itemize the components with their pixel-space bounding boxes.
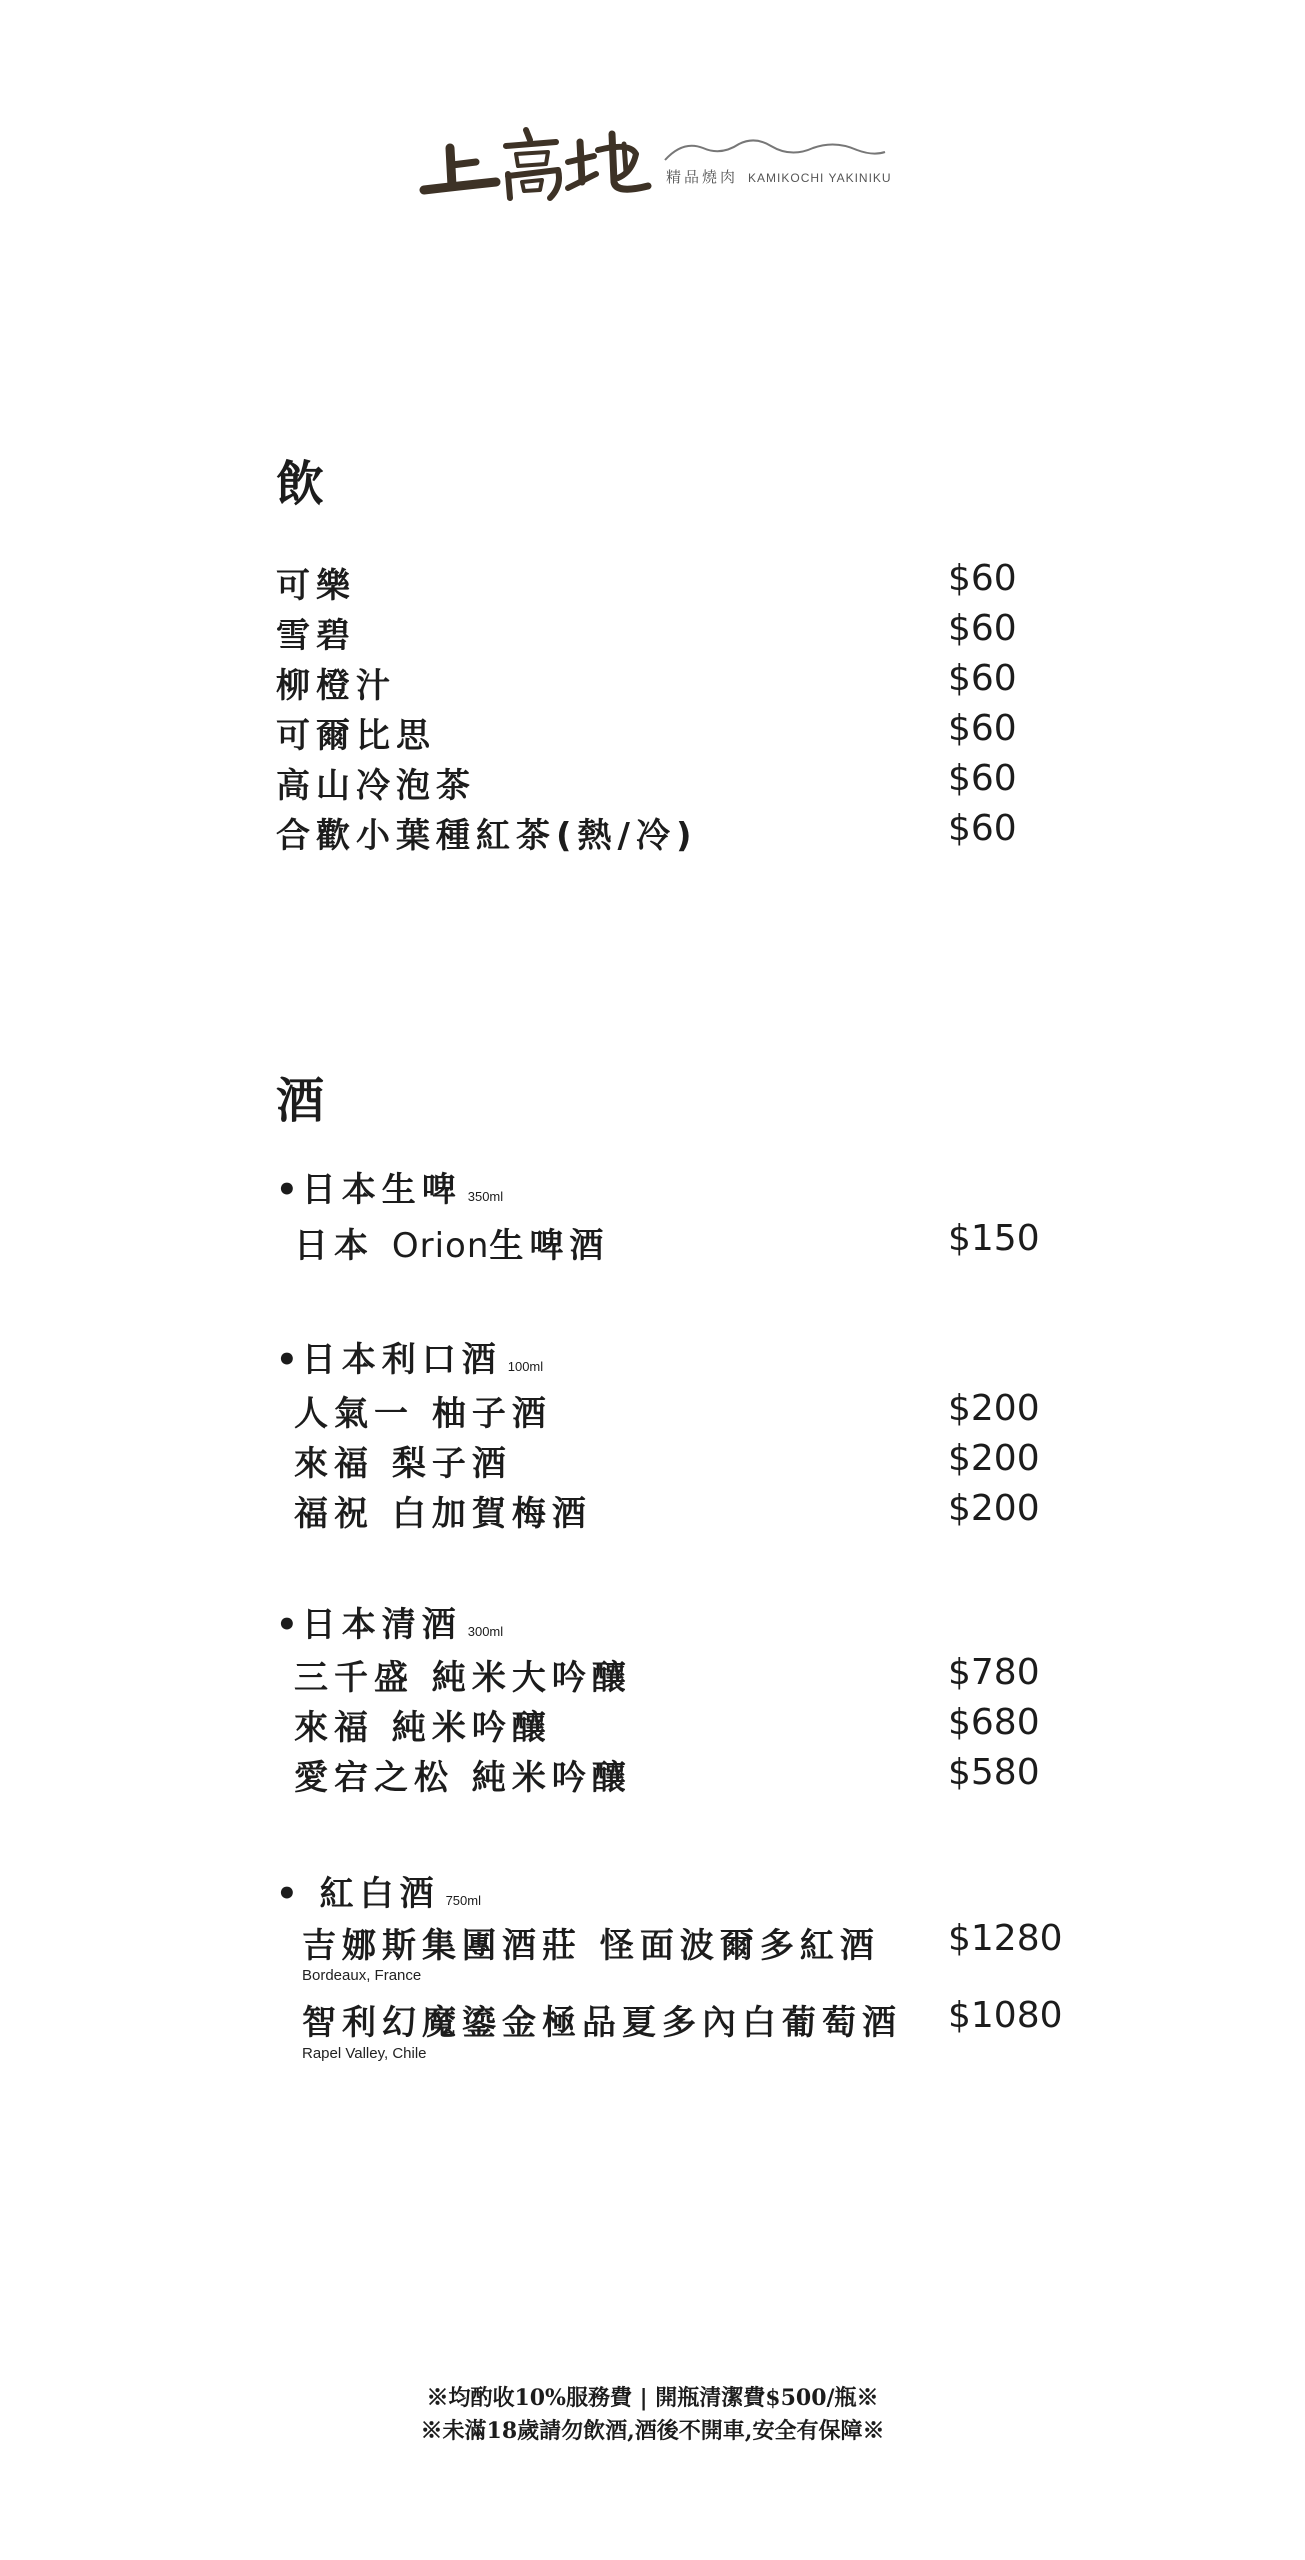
alcohol-group-volume: 750ml <box>445 1893 481 1908</box>
logo-calligraphy-mark <box>418 120 653 210</box>
mountain-wave-icon <box>663 134 888 164</box>
bullet-icon: • <box>276 1874 298 1914</box>
drink-item-price: $60 <box>948 758 1017 799</box>
alcohol-group-heading <box>276 1162 503 1211</box>
alcohol-item-price: $780 <box>948 1652 1040 1693</box>
alcohol-item-name: 來福 純米吟釀 <box>294 1708 552 1748</box>
alcohol-group-volume: 100ml <box>507 1359 544 1374</box>
drink-item-name: 雪碧 <box>276 616 356 656</box>
alcohol-item-price: $580 <box>948 1752 1040 1793</box>
alcohol-item-price: $1080 <box>948 1995 1063 2036</box>
service-fee-notice: ※均酌收10%服務費 | 開瓶清潔費$500/瓶※ <box>426 2385 879 2411</box>
alcohol-item-name: 來福 梨子酒 <box>294 1444 512 1484</box>
drink-item-price: $60 <box>948 658 1017 699</box>
drink-item-name: 高山冷泡茶 <box>276 766 476 806</box>
alcohol-group-name: 日本生啤 <box>301 1170 462 1210</box>
alcohol-group-heading <box>276 1597 503 1646</box>
logo-subtitle-en: KAMIKOCHI YAKINIKU <box>748 171 892 185</box>
drink-item-name: 可樂 <box>276 566 356 606</box>
restaurant-logo <box>418 120 892 210</box>
bullet-icon: • <box>276 1340 298 1380</box>
alcohol-item-name: 吉娜斯集團酒莊 怪面波爾多紅酒 <box>302 1926 880 1966</box>
bullet-icon: • <box>276 1605 298 1645</box>
drink-item-price: $60 <box>948 808 1017 849</box>
alcohol-item-price: $680 <box>948 1702 1040 1743</box>
alcohol-item-price: $1280 <box>948 1918 1063 1959</box>
alcohol-item-price: $200 <box>948 1438 1040 1479</box>
drink-item-price: $60 <box>948 708 1017 749</box>
drink-item-price: $60 <box>948 558 1017 599</box>
alcohol-item-price: $200 <box>948 1488 1040 1529</box>
alcohol-item-origin: Rapel Valley, Chile <box>302 2045 427 2062</box>
alcohol-group-heading <box>276 1332 543 1381</box>
alcohol-item-name-latin: Orion <box>391 1226 490 1266</box>
alcohol-group-name: 日本清酒 <box>301 1605 462 1645</box>
drink-item-name: 柳橙汁 <box>276 666 396 706</box>
drink-item-name: 可爾比思 <box>276 716 436 756</box>
alcohol-item-name: 智利幻魔鎏金極品夏多內白葡萄酒 <box>302 2003 902 2043</box>
alcohol-item-name: 福祝 白加賀梅酒 <box>294 1494 592 1534</box>
drink-item-name: 合歡小葉種紅茶(熱/冷) <box>276 816 698 856</box>
alcohol-group-heading <box>276 1866 481 1915</box>
alcohol-item-name: 愛宕之松 純米吟釀 <box>294 1758 632 1798</box>
logo-subtitle <box>666 166 892 187</box>
alcohol-group-name: 紅白酒 <box>319 1874 440 1914</box>
alcohol-group-name: 日本利口酒 <box>301 1340 502 1380</box>
alcohol-item-name <box>294 1218 609 1267</box>
alcohol-item-price: $200 <box>948 1388 1040 1429</box>
alcohol-item-price: $150 <box>948 1218 1040 1259</box>
logo-subtitle-cn: 精品燒肉 <box>666 168 739 186</box>
alcohol-item-name-part: 生啤酒 <box>489 1226 610 1266</box>
drinking-age-notice: ※未滿18歲請勿飲酒,酒後不開車,安全有保障※ <box>420 2418 885 2444</box>
alcohol-group-volume: 300ml <box>467 1624 504 1639</box>
drinks-section-title: 飲 <box>276 456 325 512</box>
alcohol-section-title: 酒 <box>276 1073 325 1129</box>
drink-item-price: $60 <box>948 608 1017 649</box>
alcohol-item-name-part: 日本 <box>294 1226 374 1266</box>
alcohol-item-name: 人氣一 柚子酒 <box>294 1394 552 1434</box>
bullet-icon: • <box>276 1170 298 1210</box>
alcohol-item-name: 三千盛 純米大吟釀 <box>294 1658 632 1698</box>
alcohol-group-volume: 350ml <box>467 1189 504 1204</box>
alcohol-item-origin: Bordeaux, France <box>302 1967 422 1984</box>
